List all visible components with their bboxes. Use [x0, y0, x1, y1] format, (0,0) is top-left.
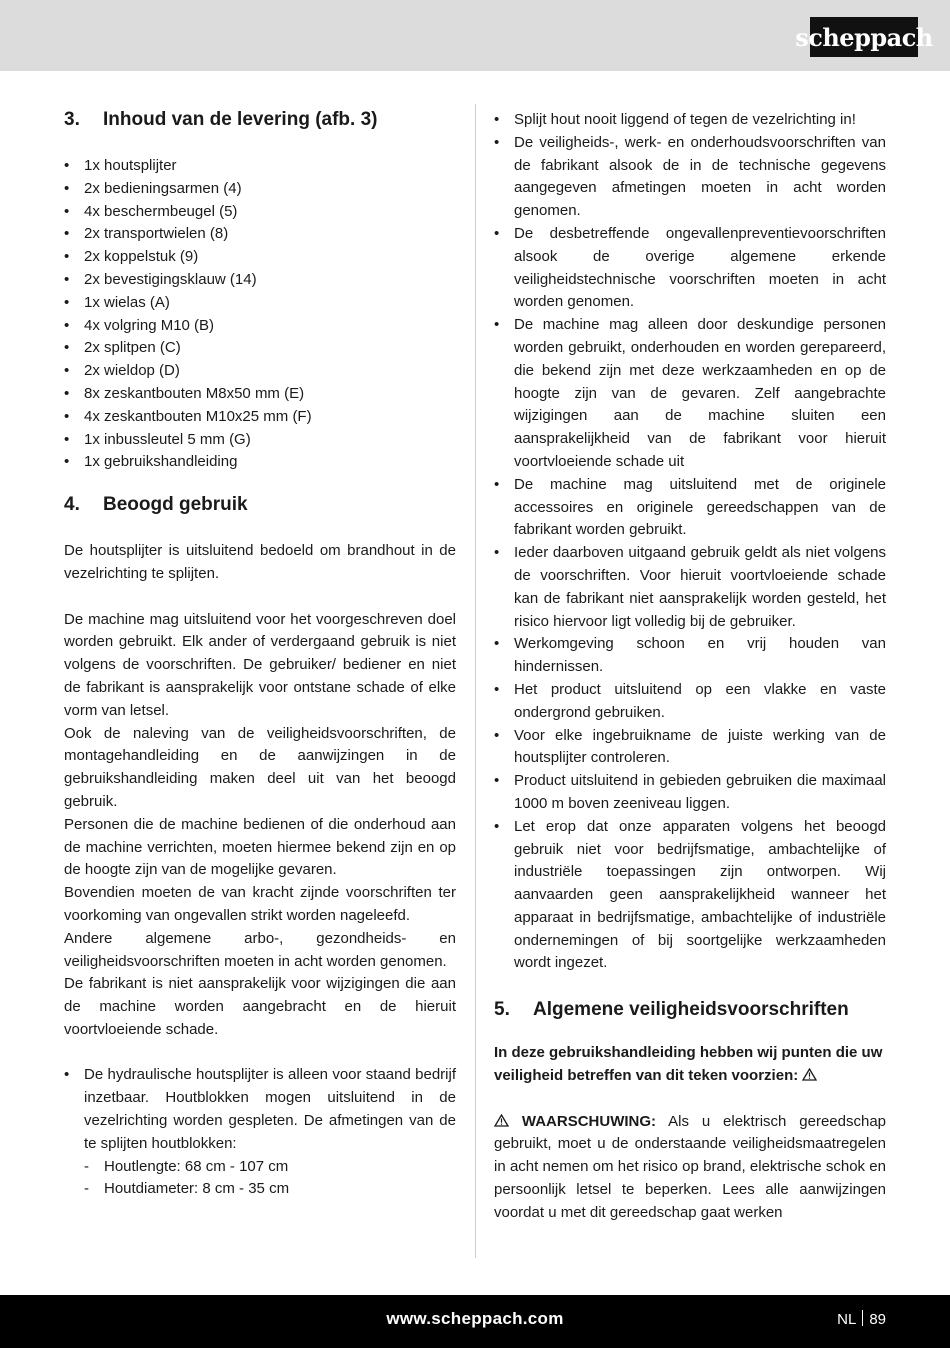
warning-paragraph — [494, 1111, 886, 1225]
list-item — [494, 314, 886, 474]
bullet-glyph: • — [64, 225, 70, 243]
paragraph: Personen die de machine bedienen of die onderhoud aan de machine verrichten, moeten hiermee bekend zijn en op de hoogte zijn van de mogelijke gevaren. — [64, 815, 456, 879]
section-title: Algemene veiligheidsvoorschriften — [533, 999, 849, 1021]
section-4-heading — [64, 489, 456, 521]
list-item-text: 2x bedieningsarmen (4) — [84, 179, 242, 197]
sublist-item-text: Houtlengte: 68 cm - 107 cm — [104, 1157, 289, 1175]
safety-intro-text: In deze gebruikshandleiding hebben wij punten die uw veiligheid betreffen van dit teken voorzien: — [494, 1044, 883, 1085]
paragraph: De fabrikant is niet aansprakelijk voor wijzigingen die aan de machine worden aangebracht en de hieruit voortvloeiende schade. — [64, 975, 456, 1038]
list-item — [494, 132, 886, 223]
list-item — [494, 679, 886, 725]
warning-triangle-icon — [494, 1114, 509, 1127]
list-item — [64, 155, 456, 178]
bullet-glyph: • — [494, 817, 500, 835]
language-code: NL — [837, 1311, 857, 1328]
section-number: 3. — [64, 109, 80, 130]
safety-bullet-list — [494, 109, 886, 975]
list-item-text: De desbetreffende ongevallenpreventievoorschriften alsook de overige algemene erkende veiligheidstechnische voorschriften moeten in acht worden genomen. — [514, 224, 886, 311]
list-item — [64, 406, 456, 429]
list-item-text: 4x beschermbeugel (5) — [84, 202, 238, 220]
dash-glyph: - — [84, 1157, 89, 1175]
list-item — [64, 292, 456, 315]
list-item-text: De hydraulische houtsplijter is alleen voor staand bedrijf inzetbaar. Houtblokken mogen uitsluitend in de vezelrichting worden gespleten. De afmetingen van de te splijten houtblokken: — [84, 1066, 456, 1152]
list-item — [64, 223, 456, 246]
warning-label: WAARSCHUWING: — [521, 1112, 657, 1130]
bullet-glyph: • — [64, 339, 70, 357]
list-item-text: De machine mag uitsluitend met de originele accessoires en originele gereedschappen van de fabrikant worden gebruikt. — [514, 475, 886, 539]
list-item — [64, 201, 456, 224]
section-title: Inhoud van de levering (afb. 3) — [103, 109, 378, 130]
list-item — [64, 360, 456, 383]
list-item-text: Ieder daarboven uitgaand gebruik geldt als niet volgens de voorschriften. Voor hieruit voortvloeiende schade kan de fabrikant niet aansprakelijk worden gesteld, het risico hiervoor ligt volledig bij de gebruiker. — [514, 544, 886, 630]
bullet-glyph: • — [494, 680, 500, 698]
paragraph: Bovendien moeten de van kracht zijnde voorschriften ter voorkoming van ongevallen strikt worden nageleefd. — [64, 884, 456, 924]
list-item-text: 2x splitpen (C) — [84, 339, 181, 357]
sublist-item — [84, 1156, 456, 1179]
page-indicator — [837, 1310, 886, 1328]
list-item-text: 1x wielas (A) — [84, 293, 170, 311]
delivery-contents-list — [64, 155, 456, 474]
list-item-text: 8x zeskantbouten M8x50 mm (E) — [84, 384, 305, 402]
paragraph: De houtsplijter is uitsluitend bedoeld om brandhout in de vezelrichting te splijten. — [64, 542, 456, 582]
bullet-glyph: • — [494, 111, 500, 128]
section-number: 4. — [64, 494, 80, 516]
list-item — [64, 429, 456, 452]
list-item — [64, 383, 456, 406]
list-item — [64, 269, 456, 292]
section-title: Beoogd gebruik — [103, 494, 248, 516]
list-item-text: 4x volgring M10 (B) — [84, 316, 215, 334]
usage-bullet-list — [64, 1064, 456, 1201]
list-item-text: Let erop dat onze apparaten volgens het beoogd gebruik niet voor bedrijfsmatige, ambachtelijke of industriële toepassingen zijn ontworpen. Wij aanvaarden geen aansprakelijkheid wanneer het apparaat in bedrijfsmatige, ambachtelijke of industriële ondernemingen of bij soortgelijke werkzaamheden wordt ingezet. — [514, 817, 886, 972]
paragraph: Ook de naleving van de veiligheidsvoorschriften, de montagehandleiding en de aanwijzingen in de gebruikshandleiding maken deel uit van het beoogd gebruik. — [64, 724, 456, 810]
paragraph: De machine mag uitsluitend voor het voorgeschreven doel worden gebruikt. Elk ander of verdergaand gebruik is niet volgens de voorschriften. De gebruiker/ bediener en niet de fabrikant is aansprakelijk voor ontstane schade of elke vorm van letsel. — [64, 610, 456, 719]
list-item — [64, 315, 456, 338]
list-item-text: 2x wieldop (D) — [84, 362, 180, 380]
bullet-glyph: • — [494, 544, 500, 562]
bullet-glyph: • — [494, 635, 500, 653]
list-item-text: Splijt hout nooit liggend of tegen de vezelrichting in! — [514, 111, 856, 128]
warning-text: Als u elektrisch gereedschap gebruikt, moet u de onderstaande veiligheidsmaatregelen in acht nemen om het risico op brand, elektrische schok en persoonlijk letsel te beperken. Lees alle aanwijzingen voordat u met dit gereedschap gaat werken — [494, 1112, 887, 1221]
bullet-glyph: • — [64, 202, 70, 220]
bullet-glyph: • — [494, 316, 500, 334]
list-item-text: De veiligheids-, werk- en onderhoudsvoorschriften van de fabrikant alsook de in de technische gegevens aangegeven afmetingen moeten in acht worden genomen. — [514, 133, 886, 220]
warning-triangle-icon — [802, 1068, 817, 1081]
list-item — [64, 1064, 456, 1201]
footer-band — [0, 1295, 950, 1348]
list-item — [494, 542, 886, 633]
list-item-text: 4x zeskantbouten M10x25 mm (F) — [84, 407, 312, 425]
list-item — [494, 633, 886, 679]
bullet-glyph: • — [64, 453, 70, 471]
sublist-item-text: Houtdiameter: 8 cm - 35 cm — [104, 1180, 290, 1198]
list-item — [494, 770, 886, 816]
separator — [862, 1310, 863, 1326]
list-item-text: 2x transportwielen (8) — [84, 225, 229, 243]
right-column — [494, 109, 886, 1225]
left-column — [64, 104, 456, 1201]
safety-intro — [494, 1042, 886, 1088]
list-item — [494, 816, 886, 976]
list-item — [64, 337, 456, 360]
list-item-text: 1x houtsplijter — [84, 157, 177, 174]
sublist-item — [84, 1178, 456, 1201]
list-item — [494, 725, 886, 771]
bullet-glyph: • — [494, 133, 500, 151]
list-item — [494, 223, 886, 314]
bullet-glyph: • — [64, 407, 70, 425]
section-number: 5. — [494, 999, 510, 1021]
list-item-text: 2x koppelstuk (9) — [84, 248, 199, 266]
bullet-glyph: • — [64, 270, 70, 288]
bullet-glyph: • — [64, 293, 70, 311]
list-item-text: De machine mag alleen door deskundige personen worden gebruikt, onderhouden en worden gerepareerd, die bekend zijn met deze werkzaamheden en op de hoogte zijn van de gevaren. Zelf aangebrachte wijzigingen aan de machine sluiten een aansprakelijkheid van de fabrikant voor hieruit voortvloeiende schade uit — [514, 316, 886, 470]
list-item-text: Werkomgeving schoon en vrij houden van hindernissen. — [514, 635, 886, 676]
brand-logo: scheppach — [810, 17, 918, 57]
list-item — [64, 246, 456, 269]
section-3-heading — [64, 104, 456, 136]
bullet-glyph: • — [64, 179, 70, 197]
list-item-text: 1x gebruikshandleiding — [84, 453, 238, 471]
section-5-heading — [494, 994, 886, 1026]
list-item-text: Het product uitsluitend op een vlakke en vaste ondergrond gebruiken. — [514, 680, 886, 721]
list-item — [494, 109, 886, 132]
list-item-text: Product uitsluitend in gebieden gebruiken die maximaal 1000 m boven zeeniveau liggen. — [514, 772, 886, 812]
bullet-glyph: • — [64, 384, 70, 402]
column-divider — [475, 104, 476, 1258]
dimensions-sublist — [84, 1156, 456, 1202]
bullet-glyph: • — [494, 224, 500, 242]
bullet-glyph: • — [64, 157, 70, 174]
bullet-glyph: • — [64, 316, 70, 334]
website-link[interactable]: www.scheppach.com — [386, 1309, 564, 1328]
dash-glyph: - — [84, 1180, 89, 1198]
bullet-glyph: • — [494, 772, 500, 790]
list-item — [64, 178, 456, 201]
page-number: 89 — [869, 1311, 886, 1328]
bullet-glyph: • — [64, 248, 70, 266]
bullet-glyph: • — [494, 475, 500, 493]
header-band — [0, 0, 950, 71]
bullet-glyph: • — [64, 362, 70, 380]
bullet-glyph: • — [64, 1066, 70, 1084]
list-item — [494, 474, 886, 542]
list-item — [64, 451, 456, 474]
bullet-glyph: • — [64, 430, 70, 448]
bullet-glyph: • — [494, 726, 500, 744]
list-item-text: Voor elke ingebruikname de juiste werking van de houtsplijter controleren. — [514, 726, 886, 767]
paragraph: Andere algemene arbo-, gezondheids- en veiligheidsvoorschriften moeten in acht worden genomen. — [64, 929, 456, 970]
list-item-text: 2x bevestigingsklauw (14) — [84, 270, 257, 288]
list-item-text: 1x inbussleutel 5 mm (G) — [84, 430, 251, 448]
